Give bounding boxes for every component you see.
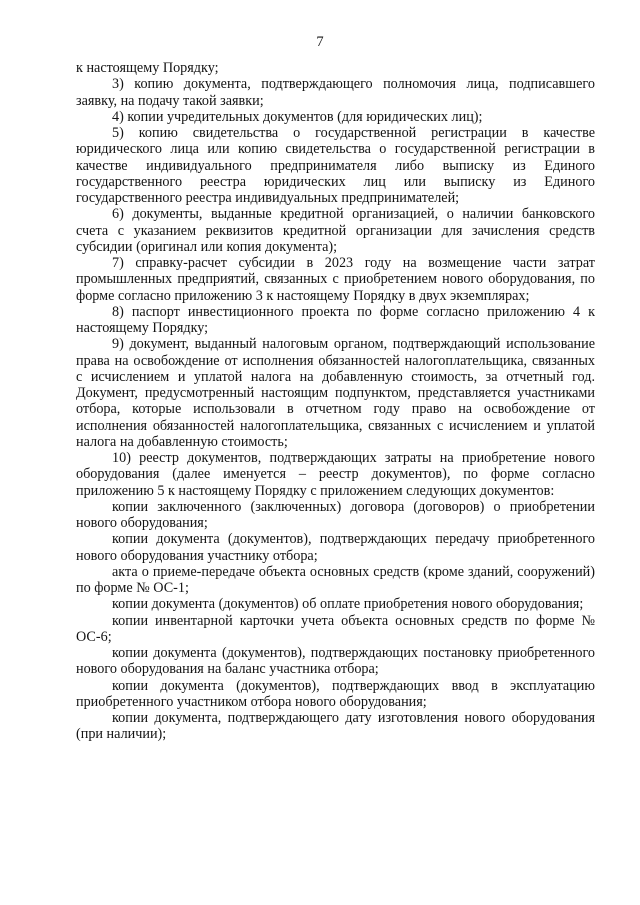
page-number: 7 <box>316 34 324 50</box>
sub-item-manufacture-date: копии документа, подтверждающего дату изготовления нового оборудования (при наличии); <box>76 710 595 743</box>
document-body <box>76 60 595 743</box>
sub-item-payment-docs: копии документа (документов) об оплате приобретения нового оборудования; <box>112 596 584 613</box>
list-item-4: 4) копии учредительных документов (для юридических лиц); <box>112 108 483 125</box>
list-item-6: 6) документы, выданные кредитной организацией, о наличии банковского счета с указанием реквизитов кредитной организации для зачисления средств субсидии (оригинал или копия документа); <box>76 206 595 255</box>
sub-item-commissioning-docs: копии документа (документов), подтверждающих ввод в эксплуатацию приобретенного участником отбора нового оборудования; <box>76 677 595 710</box>
list-item-7: 7) справку-расчет субсидии в 2023 году на возмещение части затрат промышленных предприятий, связанных с приобретением нового оборудования, по форме согласно приложению 3 к настоящему Порядку в двух экземплярах; <box>76 255 595 304</box>
list-item-9: 9) документ, выданный налоговым органом, подтверждающий использование права на освобождение от исполнения обязанностей налогоплательщика, связанных с исчислением и уплатой налога на добавленную стоимость, за отчетный год. Документ, предусмотренный настоящим подпунктом, представляется участниками отбора, которые использовали в отчетном году право на освобождение от исполнения обязанностей налогоплательщика, связанных с исчислением и уплатой налога на добавленную стоимость; <box>76 336 595 450</box>
sub-item-act-os1: акта о приеме-передаче объекта основных средств (кроме зданий, сооружений) по форме № ОС-1; <box>76 563 595 596</box>
list-item-3: 3) копию документа, подтверждающего полномочия лица, подписавшего заявку, на подачу такой заявки; <box>76 76 595 109</box>
list-item-5: 5) копию свидетельства о государственной регистрации в качестве юридического лица или копию свидетельства о государственной регистрации в качестве индивидуального предпринимателя либо выписку из Единого государственного реестра юридических лиц или выписку из Единого государственного реестра индивидуальных предпринимателей; <box>76 125 595 206</box>
sub-item-balance-docs: копии документа (документов), подтверждающих постановку приобретенного нового оборудования на баланс участника отбора; <box>76 645 595 678</box>
sub-item-inventory-card: копии инвентарной карточки учета объекта основных средств по форме № ОС-6; <box>76 612 595 645</box>
list-item-10: 10) реестр документов, подтверждающих затраты на приобретение нового оборудования (далее именуется – реестр документов), по форме согласно приложению 5 к настоящему Порядку с приложением следующих документов: <box>76 450 595 499</box>
paragraph-continuation: к настоящему Порядку; <box>76 60 219 76</box>
sub-item-contracts: копии заключенного (заключенных) договора (договоров) о приобретении нового оборудования; <box>76 498 595 531</box>
list-item-8: 8) паспорт инвестиционного проекта по форме согласно приложению 4 к настоящему Порядку; <box>76 303 595 336</box>
sub-item-transfer-docs: копии документа (документов), подтверждающих передачу приобретенного нового оборудования участнику отбора; <box>76 531 595 564</box>
